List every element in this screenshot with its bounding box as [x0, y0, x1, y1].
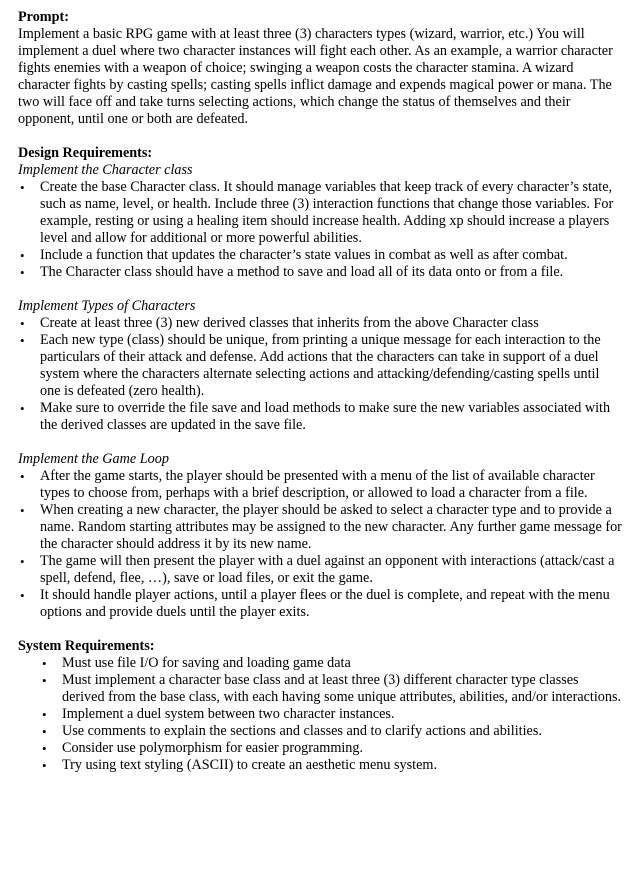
list-item: • Must implement a character base class and at least three (3) different character type classes derived from the base class, with each having some unique attributes, abilities, and/or interactions.	[42, 672, 622, 705]
bullet-icon: •	[42, 758, 47, 773]
bullet-icon: •	[20, 503, 25, 518]
list-item: • Each new type (class) should be unique, from printing a unique message for each interaction to the particulars of their attack and defense. Add actions that the characters can take in support of a duel system where the characters alternate selecting actions and attacking/defending/casting spells until one is defeated (zero health).	[20, 332, 601, 399]
bullet-icon: •	[42, 673, 47, 688]
types-list	[18, 315, 623, 434]
character-class-list	[18, 179, 623, 281]
bullet-icon: •	[20, 180, 25, 195]
design-heading: Design Requirements:	[18, 145, 153, 161]
bullet-icon: •	[20, 265, 25, 280]
list-item: • Make sure to override the file save and load methods to make sure the new variables associated with the derived classes are updated in the save file.	[20, 400, 611, 433]
bullet-icon: •	[42, 724, 47, 739]
list-item: • Try using text styling (ASCII) to create an aesthetic menu system.	[42, 757, 437, 773]
bullet-icon: •	[20, 469, 25, 484]
list-item: • Use comments to explain the sections and classes and to clarify actions and abilities.	[42, 723, 542, 739]
bullet-icon: •	[20, 248, 25, 263]
list-item: • The game will then present the player with a duel against an opponent with interactions (attack/cast a spell, defend, flee, …), save or load files, or exit the game.	[20, 553, 615, 586]
character-class-title: Implement the Character class	[18, 162, 193, 178]
list-item: • Create at least three (3) new derived classes that inherits from the above Character class	[20, 315, 539, 331]
bullet-icon: •	[42, 741, 47, 756]
list-item: • The Character class should have a method to save and load all of its data onto or from a file.	[20, 264, 564, 280]
list-item: • Consider use polymorphism for easier programming.	[42, 740, 364, 756]
bullet-icon: •	[20, 588, 25, 603]
list-item: • When creating a new character, the player should be asked to select a character type and to provide a name. Random starting attributes may be assigned to the new character. Any further game message for the character should address it by its new name.	[20, 502, 622, 552]
prompt-heading: Prompt:	[18, 9, 69, 25]
system-list	[18, 655, 623, 774]
game-loop-list	[18, 468, 623, 621]
list-item: • Must use file I/O for saving and loading game data	[42, 655, 351, 671]
bullet-icon: •	[20, 554, 25, 569]
bullet-icon: •	[20, 401, 25, 416]
list-item: • Create the base Character class. It should manage variables that keep track of every character’s state, such as name, level, or health. Include three (3) interaction functions that change those variables. For example, resting or using a healing item should increase health. Adding xp should increase a players level and allow for additional or more powerful abilities.	[20, 179, 614, 246]
types-title: Implement Types of Characters	[18, 298, 196, 314]
bullet-icon: •	[20, 316, 25, 331]
list-item: • After the game starts, the player should be presented with a menu of the list of available character types to choose from, perhaps with a brief description, or allowed to load a character from a file.	[20, 468, 595, 501]
prompt-text: Implement a basic RPG game with at least three (3) characters types (wizard, warrior, etc.) You will implement a duel where two character instances will fight each other. As an example, a warrior character fights enemies with a weapon of choice; swinging a weapon costs the character stamina. A wizard character fights by casting spells; casting spells inflict damage and expends magical power or mana. The two will face off and take turns selecting actions, which change the status of themselves and their opponent, until one or both are defeated.	[18, 26, 613, 127]
game-loop-title: Implement the Game Loop	[18, 451, 169, 467]
list-item: • It should handle player actions, until a player flees or the duel is complete, and repeat with the menu options and provide duels until the player exits.	[20, 587, 610, 620]
list-item: • Include a function that updates the character’s state values in combat as well as after combat.	[20, 247, 568, 263]
system-heading: System Requirements:	[18, 638, 155, 654]
bullet-icon: •	[42, 656, 47, 671]
list-item: • Implement a duel system between two character instances.	[42, 706, 395, 722]
bullet-icon: •	[42, 707, 47, 722]
bullet-icon: •	[20, 333, 25, 348]
